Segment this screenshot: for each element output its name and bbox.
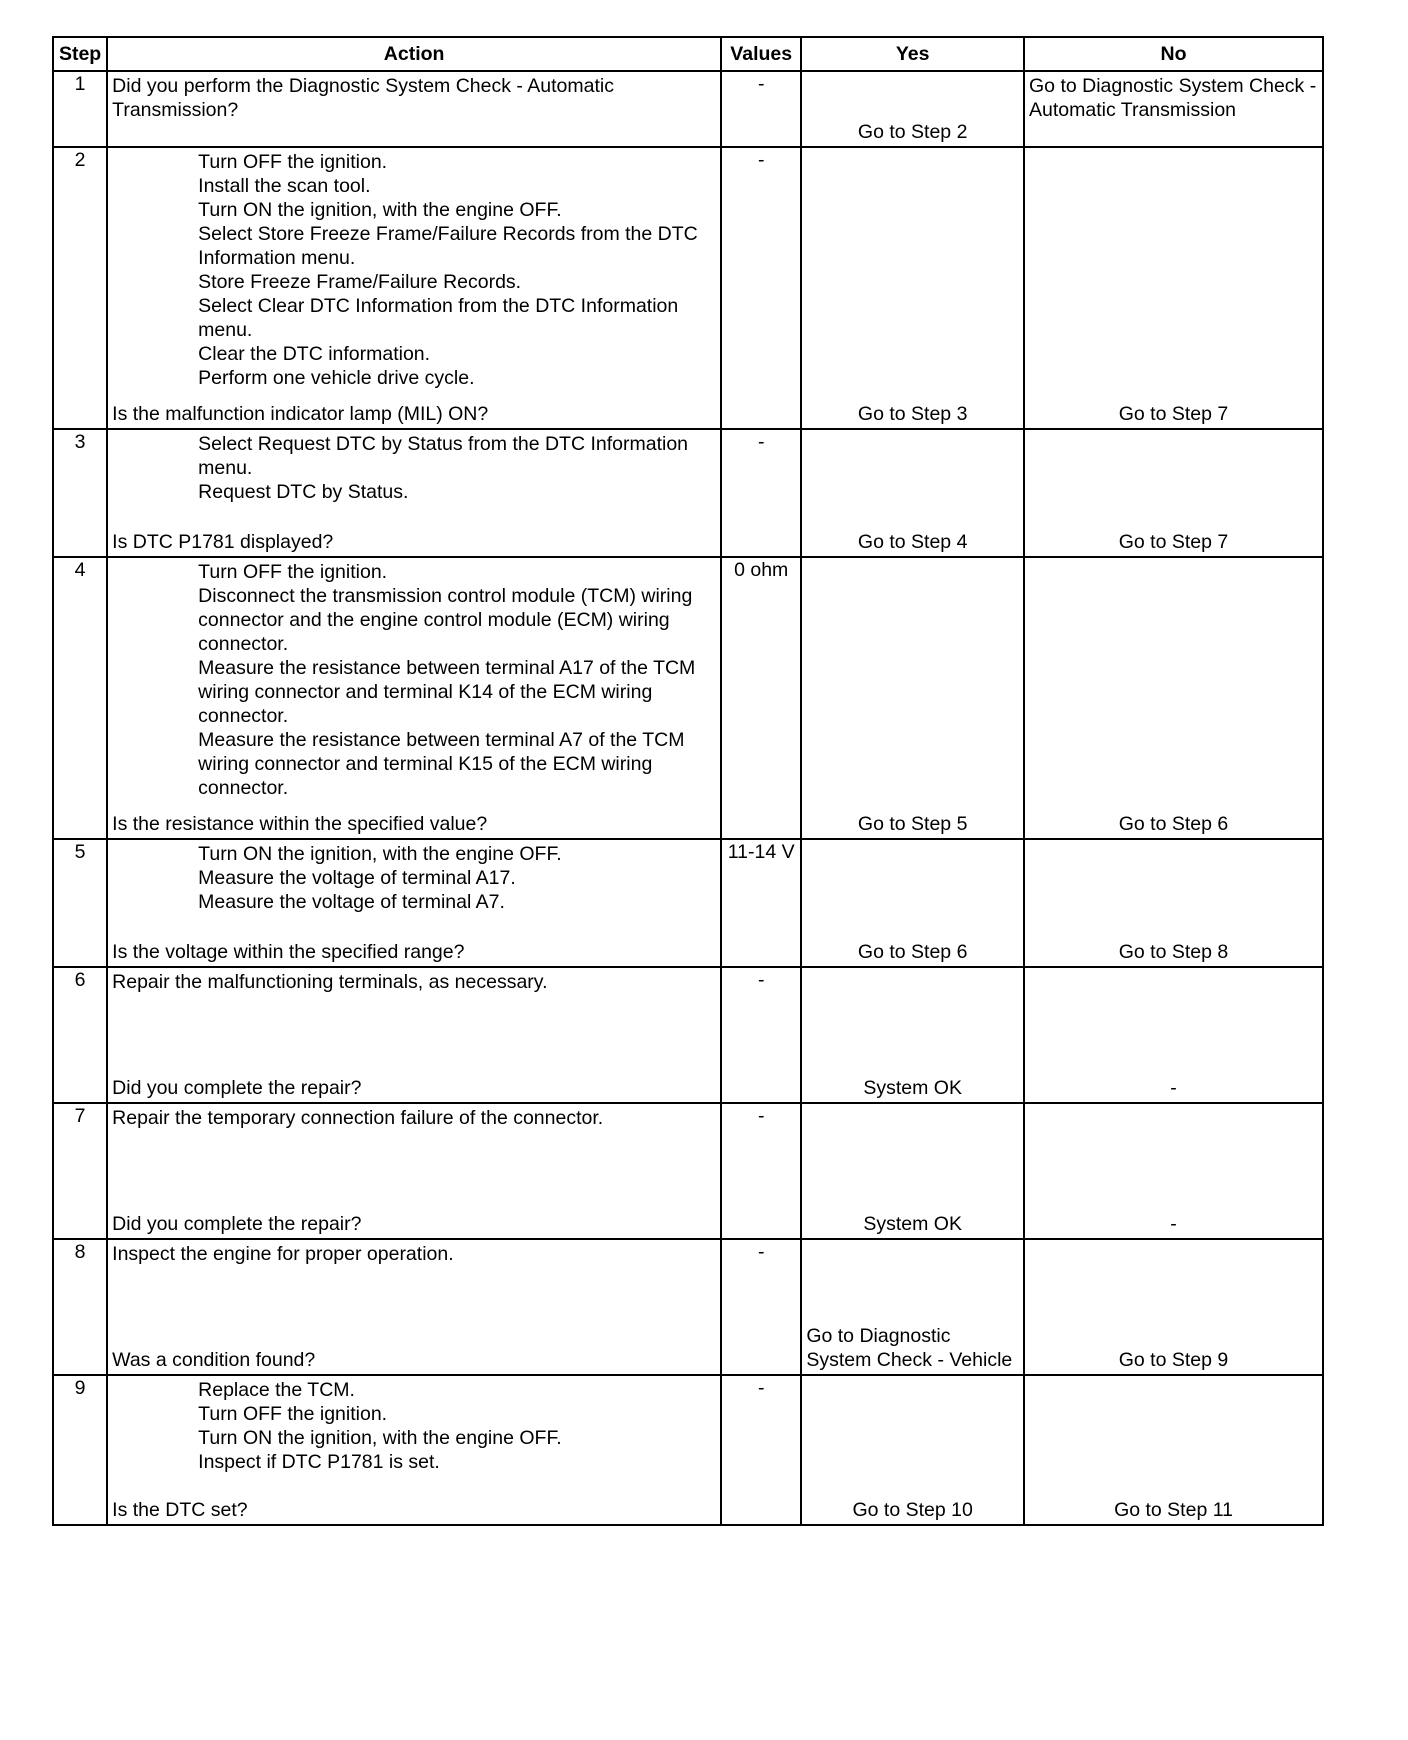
yes-result: Go to Diagnostic System Check - Vehicle: [806, 1325, 1013, 1371]
yes-cell: [801, 839, 1024, 967]
action-top: [112, 74, 716, 122]
list-item: Request DTC by Status.: [198, 481, 409, 503]
values-cell: -: [721, 967, 801, 1103]
no-cell: [1024, 557, 1323, 839]
header-yes: Yes: [801, 37, 1024, 71]
table-row: [53, 71, 1323, 147]
table-row: [53, 967, 1323, 1103]
yes-result: System OK: [863, 1077, 962, 1099]
action-instruction: Repair the malfunctioning terminals, as necessary.: [112, 971, 548, 993]
table-body: [53, 71, 1323, 1525]
action-content: [108, 148, 720, 428]
action-top: [112, 1242, 716, 1266]
no-result: Go to Step 9: [1118, 1349, 1229, 1371]
action-content: [108, 430, 720, 556]
action-top: [112, 560, 716, 800]
list-item: Measure the voltage of terminal A17.: [198, 867, 516, 889]
values-cell: 0 ohm: [721, 557, 801, 839]
step-number: 4: [53, 557, 107, 839]
action-steps-list: [112, 1378, 716, 1474]
table-row: [53, 839, 1323, 967]
action-top: [112, 970, 716, 994]
no-result: Go to Step 6: [1118, 813, 1229, 835]
action-top: [112, 150, 716, 390]
no-cell: [1024, 967, 1323, 1103]
action-cell: [107, 839, 721, 967]
action-cell: [107, 1239, 721, 1375]
yes-result: System OK: [863, 1213, 962, 1235]
action-instruction: Did you perform the Diagnostic System Check - Automatic Transmission?: [112, 75, 614, 121]
list-item: Store Freeze Frame/Failure Records.: [198, 271, 522, 293]
no-cell: [1024, 147, 1323, 429]
action-content: [108, 1240, 720, 1374]
table-row: [53, 429, 1323, 557]
yes-cell: [801, 557, 1024, 839]
list-item: Disconnect the transmission control module (TCM) wiring connector and the engine control module (ECM) wiring connector.: [198, 585, 693, 655]
action-steps-list: [112, 560, 716, 800]
yes-cell: [801, 429, 1024, 557]
yes-result: Go to Step 10: [852, 1499, 973, 1521]
action-instruction: Repair the temporary connection failure of the connector.: [112, 1107, 604, 1129]
action-top: [112, 1106, 716, 1130]
diagnostic-table: [52, 36, 1324, 1526]
no-result: Go to Step 7: [1118, 403, 1229, 425]
values-cell: -: [721, 1103, 801, 1239]
list-item: Inspect if DTC P1781 is set.: [198, 1451, 440, 1473]
list-item: Turn ON the ignition, with the engine OFF.: [198, 1427, 562, 1449]
list-item: Turn OFF the ignition.: [198, 561, 388, 583]
action-cell: [107, 557, 721, 839]
action-question: Is the voltage within the specified range?: [112, 941, 465, 963]
step-number: 3: [53, 429, 107, 557]
list-item: Install the scan tool.: [198, 175, 371, 197]
list-item: Turn ON the ignition, with the engine OFF.: [198, 199, 562, 221]
list-item: Turn OFF the ignition.: [198, 1403, 388, 1425]
action-cell: [107, 429, 721, 557]
yes-result: Go to Step 3: [857, 403, 968, 425]
no-cell: [1024, 1375, 1323, 1525]
action-cell: [107, 1375, 721, 1525]
step-number: 2: [53, 147, 107, 429]
list-item: Perform one vehicle drive cycle.: [198, 367, 475, 389]
action-top: [112, 432, 716, 504]
action-content: [108, 72, 720, 146]
no-cell: [1024, 71, 1323, 147]
action-cell: [107, 147, 721, 429]
list-item: Turn OFF the ignition.: [198, 151, 388, 173]
values-cell: -: [721, 429, 801, 557]
no-result: Go to Step 7: [1118, 531, 1229, 553]
list-item: Select Clear DTC Information from the DTC Information menu.: [198, 295, 679, 341]
action-content: [108, 840, 720, 966]
header-row: [53, 37, 1323, 71]
no-result: Go to Step 8: [1118, 941, 1229, 963]
values-cell: -: [721, 1375, 801, 1525]
values-cell: -: [721, 147, 801, 429]
yes-cell: [801, 1239, 1024, 1375]
list-item: Measure the resistance between terminal A17 of the TCM wiring connector and terminal K14 of the ECM wiring connector.: [198, 657, 696, 727]
action-cell: [107, 71, 721, 147]
no-result: Go to Step 11: [1114, 1499, 1233, 1521]
no-cell: [1024, 1103, 1323, 1239]
list-item: Measure the voltage of terminal A7.: [198, 891, 505, 913]
table-row: [53, 147, 1323, 429]
action-question: Is the resistance within the specified value?: [112, 813, 488, 835]
step-number: 9: [53, 1375, 107, 1525]
header-step: Step: [53, 37, 107, 71]
action-steps-list: [112, 842, 716, 914]
table-row: [53, 1239, 1323, 1375]
header-action: Action: [107, 37, 721, 71]
list-item: Select Request DTC by Status from the DTC Information menu.: [198, 433, 689, 479]
step-number: 1: [53, 71, 107, 147]
yes-result: Go to Step 6: [857, 941, 968, 963]
list-item: Measure the resistance between terminal A7 of the TCM wiring connector and terminal K15 of the ECM wiring connector.: [198, 729, 685, 799]
table-row: [53, 1375, 1323, 1525]
step-number: 8: [53, 1239, 107, 1375]
action-question: Did you complete the repair?: [112, 1077, 362, 1099]
yes-cell: [801, 967, 1024, 1103]
yes-cell: [801, 71, 1024, 147]
step-number: 5: [53, 839, 107, 967]
action-cell: [107, 967, 721, 1103]
no-cell: [1024, 1239, 1323, 1375]
action-instruction: Inspect the engine for proper operation.: [112, 1243, 454, 1265]
header-no: No: [1024, 37, 1323, 71]
list-item: Clear the DTC information.: [198, 343, 431, 365]
header-values: Values: [721, 37, 801, 71]
action-question: Is the malfunction indicator lamp (MIL) ON?: [112, 403, 489, 425]
no-cell: [1024, 839, 1323, 967]
action-top: [112, 842, 716, 914]
yes-cell: [801, 1103, 1024, 1239]
yes-cell: [801, 1375, 1024, 1525]
action-question: Is DTC P1781 displayed?: [112, 531, 334, 553]
step-number: 7: [53, 1103, 107, 1239]
no-result: -: [1170, 1077, 1177, 1099]
action-steps-list: [112, 150, 716, 390]
table-row: [53, 557, 1323, 839]
values-cell: -: [721, 1239, 801, 1375]
values-cell: -: [721, 71, 801, 147]
yes-cell: [801, 147, 1024, 429]
action-top: [112, 1378, 716, 1474]
action-steps-list: [112, 432, 716, 504]
action-content: [108, 558, 720, 838]
no-result: Go to Diagnostic System Check - Automatic Transmission: [1029, 75, 1317, 121]
list-item: Replace the TCM.: [198, 1379, 355, 1401]
values-cell: 11-14 V: [721, 839, 801, 967]
action-question: Is the DTC set?: [112, 1499, 248, 1521]
action-cell: [107, 1103, 721, 1239]
action-content: [108, 968, 720, 1102]
list-item: Turn ON the ignition, with the engine OFF.: [198, 843, 562, 865]
no-result: -: [1170, 1213, 1177, 1235]
no-cell: [1024, 429, 1323, 557]
yes-result: Go to Step 2: [857, 121, 968, 143]
step-number: 6: [53, 967, 107, 1103]
list-item: Select Store Freeze Frame/Failure Records from the DTC Information menu.: [198, 223, 698, 269]
yes-result: Go to Step 5: [857, 813, 968, 835]
action-question: Did you complete the repair?: [112, 1213, 362, 1235]
action-content: [108, 1376, 720, 1524]
yes-result: Go to Step 4: [857, 531, 968, 553]
action-question: Was a condition found?: [112, 1349, 316, 1371]
action-content: [108, 1104, 720, 1238]
table-row: [53, 1103, 1323, 1239]
